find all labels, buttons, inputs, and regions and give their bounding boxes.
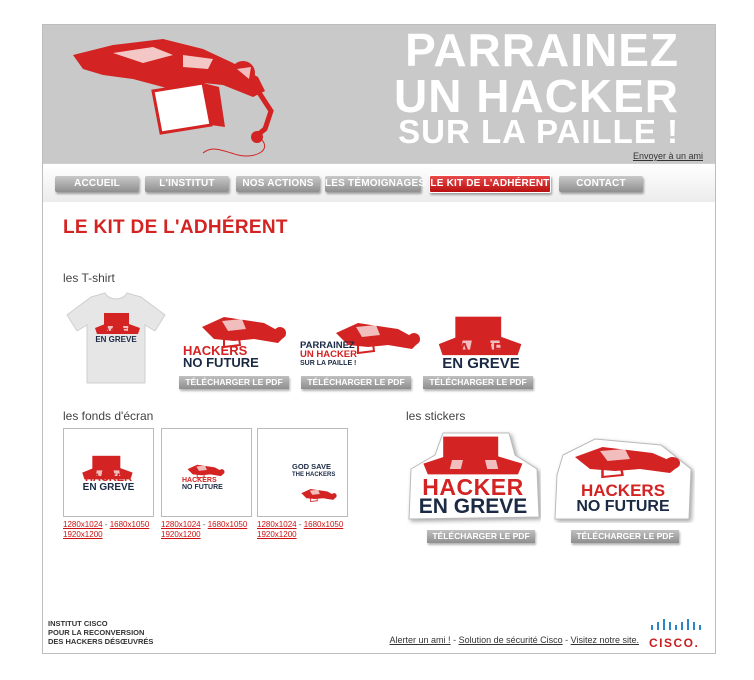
- tshirt-text-2: EN GREVE: [95, 335, 137, 344]
- design-line-2: EN GREVE: [442, 355, 520, 372]
- res-link-1280[interactable]: 1280x1024: [257, 520, 297, 529]
- res-link-1680[interactable]: 1680x1050: [109, 520, 150, 529]
- nav-contact[interactable]: CONTACT: [559, 176, 643, 192]
- download-pdf-button[interactable]: TÉLÉCHARGER LE PDF: [571, 530, 679, 543]
- sticker-line-2: EN GREVE: [418, 495, 528, 518]
- tshirt-preview: [61, 291, 171, 386]
- footer-links: Alerter un ami ! - Solution de sécurité Cisco - Visitez notre site.: [389, 635, 639, 645]
- wallpaper-line-2: THE HACKERS: [292, 472, 336, 478]
- cisco-bridge-icon: [649, 617, 705, 631]
- design-line-3: SUR LA PAILLE !: [300, 360, 357, 367]
- wallpaper-line-2: EN GREVE: [82, 482, 135, 493]
- design-line-1: PARRAINEZ: [300, 340, 355, 351]
- sticker-hacker-en-greve: [405, 429, 541, 525]
- sticker-hackers-no-future: [551, 435, 695, 523]
- banner-line-3: SUR LA PAILLE !: [398, 113, 679, 150]
- wallpaper-resolutions-1: 1280x1024 - 1680x1050 1920x1200: [63, 520, 150, 539]
- download-pdf-button[interactable]: TÉLÉCHARGER LE PDF: [301, 376, 411, 389]
- wallpaper-resolutions-2: 1280x1024 - 1680x1050 1920x1200: [161, 520, 248, 539]
- res-link-1680[interactable]: 1680x1050: [207, 520, 248, 529]
- footer-org-name: INSTITUT CISCO POUR LA RECONVERSION DES HACKERS DÉSŒUVRÉS: [48, 619, 154, 646]
- res-link-1680[interactable]: 1680x1050: [303, 520, 344, 529]
- download-pdf-button[interactable]: TÉLÉCHARGER LE PDF: [423, 376, 533, 389]
- wallpaper-line-2: NO FUTURE: [182, 484, 223, 491]
- main-nav: [43, 163, 715, 202]
- design-line-2: UN HACKER: [300, 349, 357, 360]
- banner-line-1: PARRAINEZ: [405, 25, 679, 76]
- wallpaper-line-1: HACKER: [84, 472, 133, 484]
- banner-line-2: UN HACKER: [394, 70, 679, 122]
- page-frame: [42, 24, 716, 654]
- res-link-1920[interactable]: 1920x1200: [161, 530, 201, 539]
- wallpaper-thumb-1[interactable]: [63, 428, 154, 517]
- cisco-security-link[interactable]: Solution de sécurité Cisco: [458, 635, 563, 645]
- res-link-1920[interactable]: 1920x1200: [257, 530, 297, 539]
- wallpaper-resolutions-3: 1280x1024 - 1680x1050 1920x1200: [257, 520, 344, 539]
- res-link-1920[interactable]: 1920x1200: [63, 530, 103, 539]
- design-hackers-no-future: [181, 309, 291, 375]
- visit-site-link[interactable]: Visitez notre site.: [570, 635, 639, 645]
- alert-friend-link[interactable]: Alerter un ami !: [389, 635, 451, 645]
- section-heading-wallpapers: les fonds d'écran: [63, 409, 154, 423]
- tshirt-text-1: HACKER: [98, 327, 134, 336]
- cisco-logo-text: CISCO.: [649, 636, 700, 650]
- wallpaper-thumb-3[interactable]: [257, 428, 348, 517]
- design-parrainez: [298, 315, 423, 375]
- hacker-illustration: [43, 25, 363, 163]
- section-heading-stickers: les stickers: [406, 409, 466, 423]
- res-link-1280[interactable]: 1280x1024: [161, 520, 201, 529]
- download-pdf-button[interactable]: TÉLÉCHARGER LE PDF: [427, 530, 535, 543]
- design-line-1: HACKERS: [183, 343, 248, 358]
- page-title: LE KIT DE L'ADHÉRENT: [63, 217, 288, 238]
- wallpaper-line-1: GOD SAVE: [292, 462, 332, 471]
- sticker-line-1: HACKERS: [580, 481, 666, 500]
- nav-nos-actions[interactable]: NOS ACTIONS: [236, 176, 320, 192]
- wallpaper-thumb-2[interactable]: [161, 428, 252, 517]
- sticker-line-2: NO FUTURE: [576, 498, 670, 515]
- nav-institut[interactable]: L'INSTITUT: [145, 176, 229, 192]
- wallpaper-line-1: HACKERS: [182, 477, 217, 484]
- nav-temoignages[interactable]: LES TÉMOIGNAGES: [325, 176, 421, 192]
- res-link-1280[interactable]: 1280x1024: [63, 520, 103, 529]
- download-pdf-button[interactable]: TÉLÉCHARGER LE PDF: [179, 376, 289, 389]
- design-hacker-en-greve: [435, 311, 527, 375]
- nav-accueil[interactable]: ACCUEIL: [55, 176, 139, 192]
- hacker-graphic: [298, 483, 340, 505]
- header-banner: [43, 25, 715, 163]
- cisco-logo[interactable]: [649, 617, 705, 650]
- design-line-1: HACKER: [446, 341, 516, 358]
- section-heading-tshirts: les T-shirt: [63, 271, 115, 285]
- send-to-friend-link[interactable]: Envoyer à un ami: [632, 151, 703, 161]
- design-line-2: NO FUTURE: [183, 355, 259, 370]
- sticker-line-1: HACKER: [422, 474, 524, 500]
- nav-kit-adherent[interactable]: LE KIT DE L'ADHÉRENT: [429, 175, 551, 193]
